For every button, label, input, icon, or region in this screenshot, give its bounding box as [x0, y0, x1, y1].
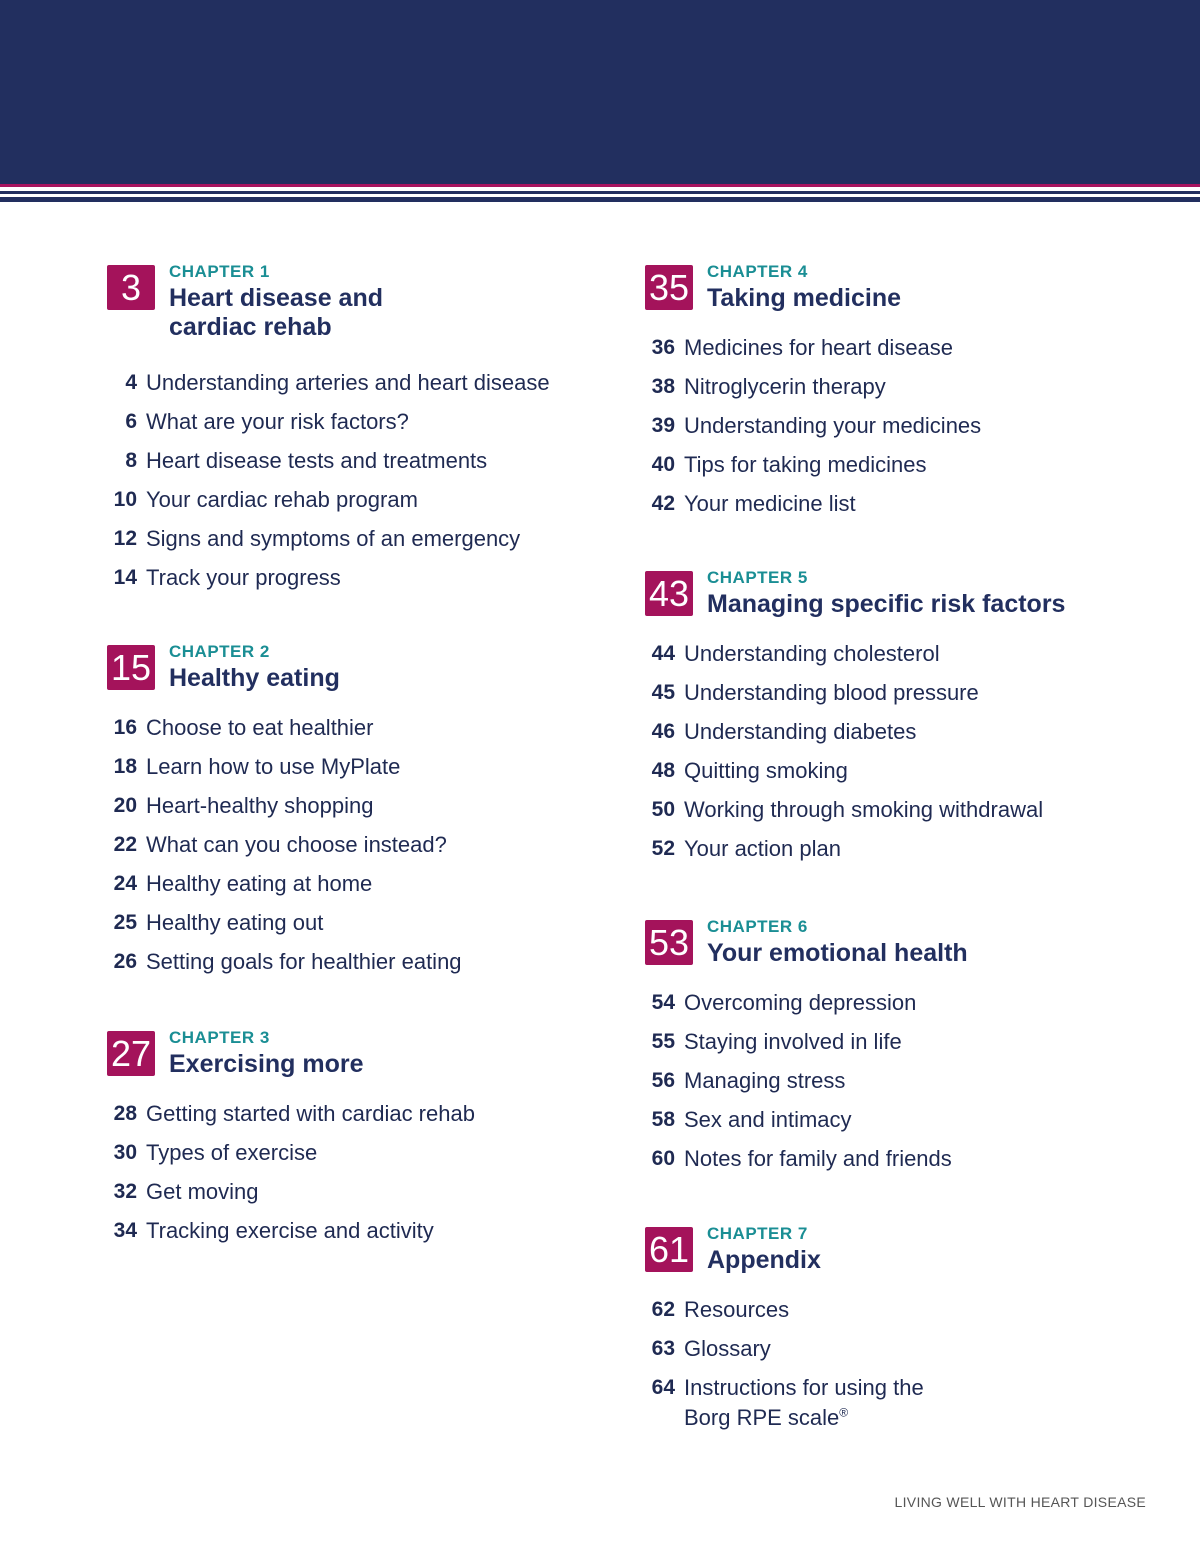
- chapter-label: CHAPTER 3: [169, 1028, 270, 1047]
- toc-page-number: 40: [651, 453, 675, 476]
- toc-page-number: 39: [651, 414, 675, 437]
- toc-entry-title: Overcoming depression: [684, 990, 917, 1015]
- chapter-page-badge: 61: [645, 1227, 693, 1272]
- toc-entry-title: Track your progress: [146, 565, 341, 590]
- toc-page-number: 58: [651, 1108, 675, 1131]
- footer-title: LIVING WELL WITH HEART DISEASE: [894, 1494, 1146, 1510]
- toc-page-number: 45: [651, 681, 675, 704]
- toc-entry-title: Understanding cholesterol: [684, 641, 940, 666]
- chapter-title-line: Heart disease and: [169, 284, 383, 312]
- toc-page-number: 28: [113, 1102, 137, 1125]
- toc-page-number: 32: [113, 1180, 137, 1203]
- toc-entry-title: Your cardiac rehab program: [146, 487, 418, 512]
- toc-page-number: 12: [113, 527, 137, 550]
- toc-page-number: 34: [113, 1219, 137, 1242]
- toc-page-number: 60: [651, 1147, 675, 1170]
- toc-entry-title: Types of exercise: [146, 1140, 318, 1165]
- toc-page-number: 48: [651, 759, 675, 782]
- chapter-title: Managing specific risk factors: [707, 590, 1066, 618]
- toc-entry-title: Working through smoking withdrawal: [684, 797, 1044, 822]
- toc-page-number: 52: [651, 837, 675, 860]
- toc-entry-title: Healthy eating out: [146, 910, 324, 935]
- toc-entry-title-continued: [684, 1403, 848, 1433]
- toc-page-number: 4: [125, 371, 137, 394]
- toc-entry-title: Understanding your medicines: [684, 413, 982, 438]
- toc-page-number: 54: [651, 991, 675, 1014]
- toc-entry-title: Setting goals for healthier eating: [146, 949, 462, 974]
- toc-entry-title: What can you choose instead?: [146, 832, 447, 857]
- toc-page-number: 18: [113, 755, 137, 778]
- toc-entry-title: Quitting smoking: [684, 758, 848, 783]
- chapter-label: CHAPTER 7: [707, 1224, 808, 1243]
- chapter-title: [169, 284, 383, 342]
- toc-page-number: 38: [651, 375, 675, 398]
- toc-page-number: 10: [113, 488, 137, 511]
- chapter-title: Healthy eating: [169, 664, 340, 692]
- toc-entry-title: Instructions for using the: [684, 1375, 924, 1400]
- toc-page-number: 42: [651, 492, 675, 515]
- toc-entry-title-line2: Borg RPE scale: [684, 1405, 840, 1430]
- toc-page-number: 44: [651, 642, 675, 665]
- chapter-title: Exercising more: [169, 1050, 364, 1078]
- toc-page-number: 20: [113, 794, 137, 817]
- chapter-title: Taking medicine: [707, 284, 902, 312]
- toc-page-number: 6: [125, 410, 137, 433]
- toc-page-number: 14: [113, 566, 137, 589]
- chapter-title: Appendix: [707, 1246, 821, 1274]
- toc-entry-title: Your medicine list: [684, 491, 856, 516]
- toc-entry-title: Heart-healthy shopping: [146, 793, 374, 818]
- toc-entry-title: Medicines for heart disease: [684, 335, 954, 360]
- toc-entry-title: Get moving: [146, 1179, 259, 1204]
- toc-page-number: 36: [651, 336, 675, 359]
- toc-entry-title: Your action plan: [684, 836, 841, 861]
- chapter-label: CHAPTER 1: [169, 262, 270, 281]
- toc-entry-title: Tips for taking medicines: [684, 452, 927, 477]
- toc-entry-title: Signs and symptoms of an emergency: [146, 526, 521, 551]
- toc-entry-title: Heart disease tests and treatments: [146, 448, 488, 473]
- toc-page-number: 24: [113, 872, 137, 895]
- toc-entry-title: Choose to eat healthier: [146, 715, 374, 740]
- toc-page-number: 62: [651, 1298, 675, 1321]
- toc-entry-title: Getting started with cardiac rehab: [146, 1101, 475, 1126]
- chapter-page-badge: 43: [645, 571, 693, 616]
- toc-entry-title: Understanding blood pressure: [684, 680, 979, 705]
- toc-page-number: 64: [651, 1376, 675, 1399]
- chapter-page-badge: 35: [645, 265, 693, 310]
- header-banner: [0, 0, 1200, 184]
- chapter-page-badge: 27: [107, 1031, 155, 1076]
- toc-entry-title: Resources: [684, 1297, 790, 1322]
- toc-entry-title: Staying involved in life: [684, 1029, 902, 1054]
- toc-page-number: 55: [651, 1030, 675, 1053]
- toc-entry-title: Notes for family and friends: [684, 1146, 952, 1171]
- toc-page-number: 26: [113, 950, 137, 973]
- chapter-label: CHAPTER 6: [707, 917, 808, 936]
- chapter-page-badge: 3: [107, 265, 155, 310]
- toc-page-number: 50: [651, 798, 675, 821]
- registered-mark: ®: [839, 1405, 849, 1420]
- toc-page-number: 8: [125, 449, 137, 472]
- toc-page-number: 46: [651, 720, 675, 743]
- toc-page-number: 56: [651, 1069, 675, 1092]
- toc-entry-title: Sex and intimacy: [684, 1107, 852, 1132]
- toc-page-number: 30: [113, 1141, 137, 1164]
- toc-entry-title: Nitroglycerin therapy: [684, 374, 886, 399]
- chapter-title: Your emotional health: [707, 939, 968, 967]
- chapter-label: CHAPTER 2: [169, 642, 270, 661]
- toc-entry-title: Learn how to use MyPlate: [146, 754, 401, 779]
- toc-page-number: 63: [651, 1337, 675, 1360]
- toc-entry-title: Understanding arteries and heart disease: [146, 370, 550, 395]
- toc-entry-title: Tracking exercise and activity: [146, 1218, 434, 1243]
- chapter-page-badge: 15: [107, 645, 155, 690]
- chapter-page-badge: 53: [645, 920, 693, 965]
- toc-page-number: 16: [113, 716, 137, 739]
- toc-entry-title: Glossary: [684, 1336, 771, 1361]
- chapter-title-line: cardiac rehab: [169, 313, 332, 341]
- toc-entry-title: What are your risk factors?: [146, 409, 409, 434]
- toc-entry-title: Healthy eating at home: [146, 871, 373, 896]
- toc-page-number: 25: [113, 911, 137, 934]
- chapter-label: CHAPTER 5: [707, 568, 808, 587]
- toc-page-number: 22: [113, 833, 137, 856]
- toc-entry-title: Managing stress: [684, 1068, 846, 1093]
- toc-entry-title: Understanding diabetes: [684, 719, 917, 744]
- chapter-label: CHAPTER 4: [707, 262, 808, 281]
- navy-stripe: [0, 197, 1200, 202]
